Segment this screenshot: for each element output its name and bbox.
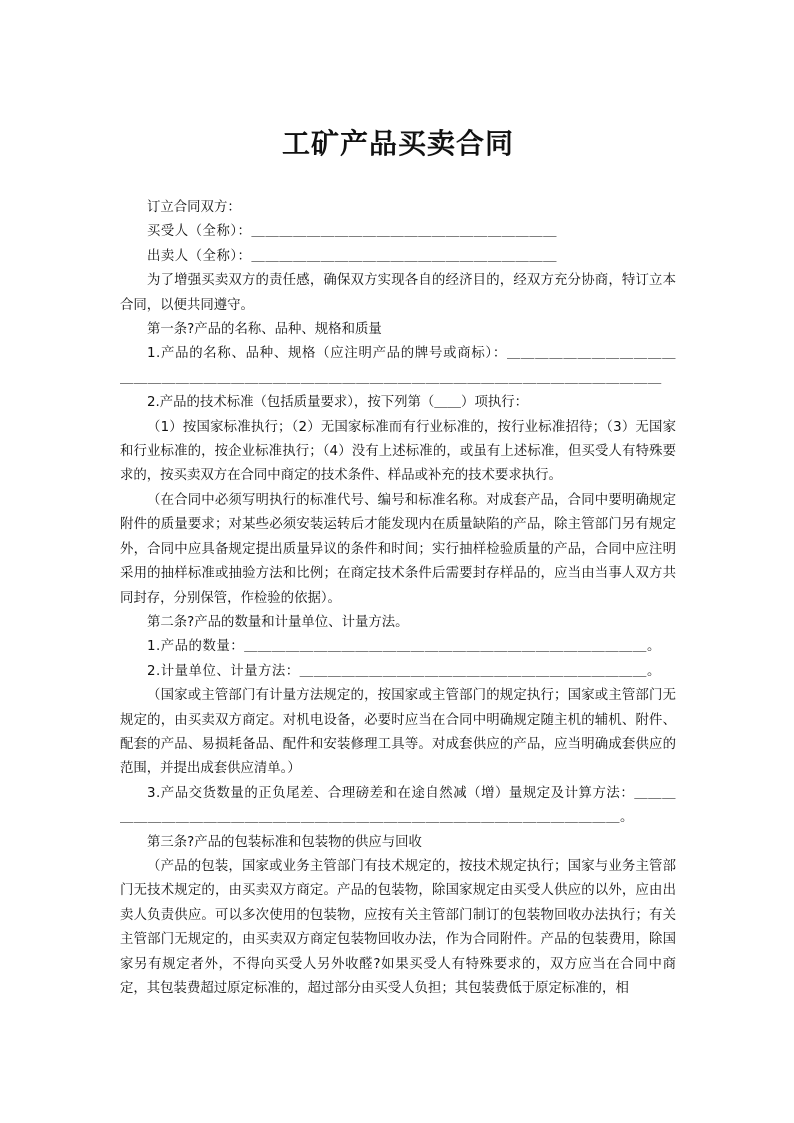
- paragraph-seller-name: 出卖人（全称）：＿＿＿＿＿＿＿＿＿＿＿＿＿＿＿＿＿＿＿＿＿＿: [147, 248, 558, 264]
- article-2-item-3: 3.产品交货数量的正负尾差、合理磅差和在途自然减（增）量规定及计算方法：＿＿＿＿＿＿＿＿＿＿＿＿＿＿＿＿＿＿＿＿＿＿＿＿＿＿＿＿＿＿＿＿＿＿＿＿＿＿＿。: [120, 785, 676, 826]
- article-1-standards: （1）按国家标准执行；（2）无国家标准而有行业标准的，按行业标准招待；（3）无国家和行业标准的，按企业标准执行；（4）没有上述标准的，或虽有上述标准，但买受人有特殊要求的，按买卖双方在合同中商定的技术条件、样品或补充的技术要求执行。: [120, 419, 676, 484]
- article-3-heading: 第三条?产品的包装标准和包装物的供应与回收: [147, 834, 422, 850]
- article-1-item-2: 2.产品的技术标准（包括质量要求），按下列第（＿＿）项执行：: [147, 395, 529, 411]
- paragraph-preamble: 为了增强买卖双方的责任感，确保双方实现各自的经济目的，经双方充分协商，特订立本合同，以便共同遵守。: [120, 273, 676, 313]
- article-1-heading: 第一条?产品的名称、品种、规格和质量: [147, 322, 382, 338]
- article-1-item-1: 1.产品的名称、品种、规格（应注明产品的牌号或商标）：＿＿＿＿＿＿＿＿＿＿＿＿＿＿＿＿＿＿＿＿＿＿＿＿＿＿＿＿＿＿＿＿＿＿＿＿＿＿＿＿＿＿＿＿＿＿＿＿＿＿＿: [120, 346, 676, 386]
- article-2-item-1: 1.产品的数量：＿＿＿＿＿＿＿＿＿＿＿＿＿＿＿＿＿＿＿＿＿＿＿＿＿＿＿＿＿。: [147, 639, 661, 655]
- article-2-note: （国家或主管部门有计量方法规定的，按国家或主管部门的规定执行；国家或主管部门无规定的，由买卖双方商定。对机电设备，必要时应当在合同中明确规定随主机的辅机、附件、配套的产品、易损耗备品、配件和安装修理工具等。对成套供应的产品，应当明确成套供应的范围，并提出成套供应清单。）: [120, 688, 676, 777]
- document-body: [120, 196, 676, 1001]
- article-2-item-2: 2.计量单位、计量方法：＿＿＿＿＿＿＿＿＿＿＿＿＿＿＿＿＿＿＿＿＿＿＿＿＿。: [147, 663, 661, 679]
- document-title: 工矿产品买卖合同: [281, 127, 514, 160]
- article-3-note: （产品的包装，国家或业务主管部门有技术规定的，按技术规定执行；国家与业务主管部门无技术规定的，由买卖双方商定。产品的包装物，除国家规定由买受人供应的以外，应由出卖人负责供应。可以多次使用的包装物，应按有关主管部门制订的包装物回收办法执行；有关主管部门无规定的，由买卖双方商定包装物回收办法，作为合同附件。产品的包装费用，除国家另有规定者外，不得向买受人另外收醛?如果买受人有特殊要求的，双方应当在合同中商定，其包装费超过原定标准的，超过部分由买受人负担；其包装费低于原定标准的，相: [120, 858, 676, 996]
- article-2-heading: 第二条?产品的数量和计量单位、计量方法。: [147, 614, 409, 630]
- article-1-note: （在合同中必须写明执行的标准代号、编号和标准名称。对成套产品，合同中要明确规定附件的质量要求；对某些必须安装运转后才能发现内在质量缺陷的产品，除主管部门另有规定外，合同中应具备规定提出质量异议的条件和时间；实行抽样检验质量的产品，合同中应注明采用的抽样标准或抽验方法和比例；在商定技术条件后需要封存样品的，应当由当事人双方共同封存，分别保管，作检验的依据）。: [120, 492, 676, 606]
- paragraph-parties-intro: 订立合同双方：: [147, 200, 241, 215]
- paragraph-buyer-name: 买受人（全称）：＿＿＿＿＿＿＿＿＿＿＿＿＿＿＿＿＿＿＿＿＿＿: [147, 224, 558, 240]
